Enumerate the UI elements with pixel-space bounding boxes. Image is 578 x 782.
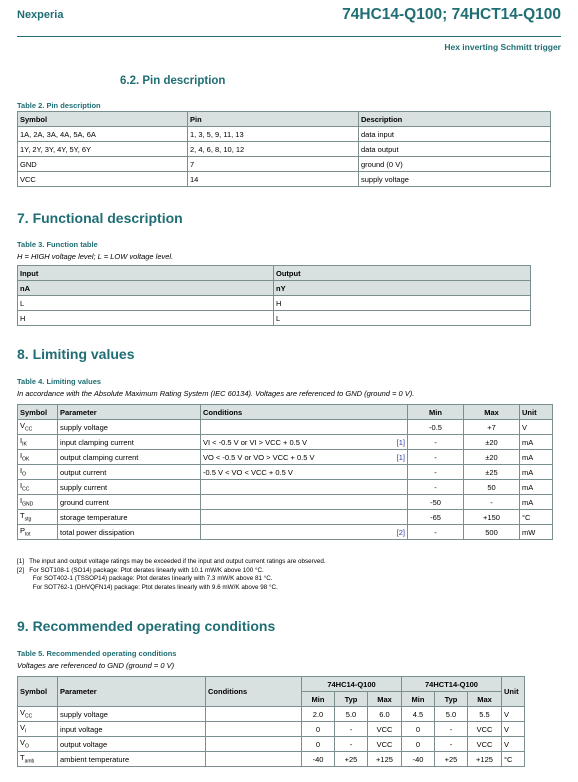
conditions-cell <box>201 525 408 540</box>
parameter-cell: output current <box>58 465 201 480</box>
table-row <box>18 525 553 540</box>
table-header-row <box>18 677 525 692</box>
footnote-reference: [2] <box>396 527 405 537</box>
symbol-letter: I <box>20 496 23 506</box>
table-row <box>18 172 551 187</box>
part-number-title: 74HC14-Q100; 74HCT14-Q100 <box>342 6 561 23</box>
min-cell: - <box>408 480 464 495</box>
value-cell: -40 <box>402 752 435 767</box>
col-header-parameter: Parameter <box>58 677 206 707</box>
unit-cell: °C <box>502 752 525 767</box>
input-cell: L <box>18 296 274 311</box>
parameter-cell: supply current <box>58 480 201 495</box>
symbol-letter: V <box>20 708 26 718</box>
table-3-caption: Table 3. Function table <box>17 240 98 249</box>
table-4-caption: Table 4. Limiting values <box>17 377 102 386</box>
min-cell: - <box>408 465 464 480</box>
col-header-input: Input <box>18 266 274 281</box>
conditions-cell <box>206 752 302 767</box>
table-row <box>18 722 525 737</box>
symbol-subscript: stg <box>24 516 32 523</box>
symbol-cell <box>18 480 58 495</box>
parameter-cell: input clamping current <box>58 435 201 450</box>
value-cell: 0 <box>302 737 335 752</box>
recommended-operating-conditions-table <box>17 676 525 767</box>
value-cell: - <box>335 737 368 752</box>
table-row <box>18 420 553 435</box>
conditions-cell <box>201 435 408 450</box>
symbol-letter: I <box>20 451 23 461</box>
value-cell: - <box>335 722 368 737</box>
value-cell: 0 <box>402 737 435 752</box>
conditions-cell <box>201 450 408 465</box>
description-cell: data input <box>359 127 551 142</box>
symbol-letter: T <box>20 753 25 763</box>
pin-description-table <box>17 111 551 187</box>
table-row <box>18 465 553 480</box>
table-header-row <box>18 405 553 420</box>
symbol-cell <box>18 707 58 722</box>
value-cell: - <box>435 722 468 737</box>
value-cell: VCC <box>368 737 402 752</box>
parameter-cell: input voltage <box>58 722 206 737</box>
table-5-note: Voltages are referenced to GND (ground = 0 V) <box>17 661 175 670</box>
table-3-note: H = HIGH voltage level; L = LOW voltage level. <box>17 252 174 261</box>
symbol-letter: P <box>20 526 26 536</box>
symbol-subscript: CC <box>22 486 30 493</box>
input-cell: H <box>18 311 274 326</box>
value-cell: 5.0 <box>335 707 368 722</box>
symbol-cell <box>18 495 58 510</box>
unit-cell: °C <box>520 510 553 525</box>
symbol-letter: V <box>20 738 26 748</box>
symbol-cell <box>18 450 58 465</box>
value-cell: VCC <box>368 722 402 737</box>
section-7-heading: 7. Functional description <box>17 210 183 226</box>
table-row <box>18 450 553 465</box>
table-subheader-row <box>18 281 531 296</box>
symbol-cell: 1A, 2A, 3A, 4A, 5A, 6A <box>18 127 188 142</box>
col-header-parameter: Parameter <box>58 405 201 420</box>
table-4-note: In accordance with the Absolute Maximum Rating System (IEC 60134). Voltages are referenced to GND (ground = 0 V). <box>17 389 415 398</box>
col-header-unit: Unit <box>502 677 525 707</box>
description-cell: supply voltage <box>359 172 551 187</box>
parameter-cell: supply voltage <box>58 707 206 722</box>
unit-cell: mA <box>520 495 553 510</box>
symbol-subscript: O <box>22 471 26 478</box>
col-header-unit: Unit <box>520 405 553 420</box>
section-8-heading: 8. Limiting values <box>17 346 135 362</box>
value-cell: 6.0 <box>368 707 402 722</box>
symbol-letter: V <box>20 723 26 733</box>
table-row <box>18 737 525 752</box>
unit-cell: mA <box>520 480 553 495</box>
table-row <box>18 127 551 142</box>
symbol-letter: I <box>20 481 23 491</box>
header-divider <box>17 36 561 37</box>
section-9-heading: 9. Recommended operating conditions <box>17 618 276 634</box>
symbol-subscript: O <box>25 743 29 750</box>
col-header-typ: Typ <box>435 692 468 707</box>
value-cell: +25 <box>335 752 368 767</box>
max-cell: 500 <box>464 525 520 540</box>
value-cell: 5.5 <box>468 707 502 722</box>
max-cell: 50 <box>464 480 520 495</box>
conditions-cell <box>201 510 408 525</box>
max-cell: +7 <box>464 420 520 435</box>
col-header-output: Output <box>274 266 531 281</box>
footnote-line: For SOT402-1 (TSSOP14) package: Ptot derates linearly with 7.3 mW/K above 81 °C. <box>17 575 273 582</box>
table-5-caption: Table 5. Recommended operating conditions <box>17 649 177 658</box>
table-row <box>18 311 531 326</box>
symbol-cell: VCC <box>18 172 188 187</box>
conditions-cell <box>201 495 408 510</box>
parameter-cell: output voltage <box>58 737 206 752</box>
max-cell: ±20 <box>464 450 520 465</box>
conditions-cell <box>201 480 408 495</box>
parameter-cell: ground current <box>58 495 201 510</box>
unit-cell: V <box>520 420 553 435</box>
unit-cell: mA <box>520 450 553 465</box>
footnote-line: [1] The input and output voltage ratings may be exceeded if the input and output current ratings are observed. <box>17 558 326 565</box>
table-header-row <box>18 112 551 127</box>
symbol-letter: I <box>20 466 23 476</box>
parameter-cell: ambient temperature <box>58 752 206 767</box>
table-header-row <box>18 266 531 281</box>
pin-cell: 14 <box>188 172 359 187</box>
table-row <box>18 752 525 767</box>
col-header-symbol: Symbol <box>18 677 58 707</box>
parameter-cell: storage temperature <box>58 510 201 525</box>
table-row <box>18 495 553 510</box>
col-header-max: Max <box>468 692 502 707</box>
unit-cell: V <box>502 722 525 737</box>
max-cell: ±25 <box>464 465 520 480</box>
output-cell: H <box>274 296 531 311</box>
function-table <box>17 265 531 326</box>
max-cell: - <box>464 495 520 510</box>
conditions-text: VI < -0.5 V or VI > VCC + 0.5 V <box>203 437 308 447</box>
col-header-conditions: Conditions <box>206 677 302 707</box>
min-cell: -65 <box>408 510 464 525</box>
conditions-text: -0.5 V < VO < VCC + 0.5 V <box>203 467 293 477</box>
brand-name: Nexperia <box>17 9 64 21</box>
col-header-max: Max <box>464 405 520 420</box>
parameter-cell: output clamping current <box>58 450 201 465</box>
conditions-cell <box>206 722 302 737</box>
conditions-cell <box>206 707 302 722</box>
value-cell: -40 <box>302 752 335 767</box>
section-6-2-heading: 6.2. Pin description <box>120 75 226 87</box>
min-cell: -50 <box>408 495 464 510</box>
symbol-letter: I <box>20 436 23 446</box>
limiting-values-table <box>17 404 553 540</box>
description-cell: ground (0 V) <box>359 157 551 172</box>
footnote-line: [2] For SOT108-1 (SO14) package: Ptot derates linearly with 10.1 mW/K above 100 °C. <box>17 566 264 574</box>
col-header-symbol: Symbol <box>18 112 188 127</box>
symbol-subscript: OK <box>22 456 30 463</box>
description-cell: data output <box>359 142 551 157</box>
pin-cell: 2, 4, 6, 8, 10, 12 <box>188 142 359 157</box>
value-cell: +25 <box>435 752 468 767</box>
symbol-cell <box>18 752 58 767</box>
max-cell: +150 <box>464 510 520 525</box>
parameter-cell: total power dissipation <box>58 525 201 540</box>
value-cell: 0 <box>402 722 435 737</box>
value-cell: +125 <box>368 752 402 767</box>
conditions-cell <box>206 737 302 752</box>
col-header-pin: Pin <box>188 112 359 127</box>
symbol-cell <box>18 420 58 435</box>
symbol-subscript: amb <box>24 758 35 765</box>
footnote-line: For SOT762-1 (DHVQFN14) package: Ptot derates linearly with 9.6 mW/K above 98 °C. <box>17 583 278 591</box>
value-cell: +125 <box>468 752 502 767</box>
value-cell: 0 <box>302 722 335 737</box>
value-cell: 4.5 <box>402 707 435 722</box>
min-cell: -0.5 <box>408 420 464 435</box>
col-header-min: Min <box>408 405 464 420</box>
table-row <box>18 435 553 450</box>
min-cell: - <box>408 525 464 540</box>
value-cell: 2.0 <box>302 707 335 722</box>
col-header-min: Min <box>302 692 335 707</box>
value-cell: VCC <box>468 737 502 752</box>
unit-cell: V <box>502 707 525 722</box>
symbol-cell <box>18 435 58 450</box>
value-cell: VCC <box>468 722 502 737</box>
symbol-cell <box>18 525 58 540</box>
parameter-cell: supply voltage <box>58 420 201 435</box>
unit-cell: V <box>502 737 525 752</box>
unit-cell: mA <box>520 435 553 450</box>
col-header-description: Description <box>359 112 551 127</box>
conditions-cell <box>201 465 408 480</box>
max-cell: ±20 <box>464 435 520 450</box>
col-header-max: Max <box>368 692 402 707</box>
table-row <box>18 480 553 495</box>
table-row <box>18 510 553 525</box>
col-header-symbol: Symbol <box>18 405 58 420</box>
symbol-subscript: CC <box>25 426 33 433</box>
symbol-letter: T <box>20 511 25 521</box>
col-header-ny: nY <box>274 281 531 296</box>
symbol-cell <box>18 510 58 525</box>
col-header-na: nA <box>18 281 274 296</box>
conditions-cell <box>201 420 408 435</box>
document-subtitle: Hex inverting Schmitt trigger <box>444 42 561 52</box>
min-cell: - <box>408 450 464 465</box>
symbol-cell: GND <box>18 157 188 172</box>
conditions-text: VO < -0.5 V or VO > VCC + 0.5 V <box>203 452 315 462</box>
table-2-caption: Table 2. Pin description <box>17 101 101 110</box>
min-cell: - <box>408 435 464 450</box>
pin-cell: 1, 3, 5, 9, 11, 13 <box>188 127 359 142</box>
symbol-cell <box>18 722 58 737</box>
symbol-cell <box>18 737 58 752</box>
col-header-74hc14: 74HC14-Q100 <box>302 677 402 692</box>
unit-cell: mW <box>520 525 553 540</box>
symbol-subscript: GND <box>22 501 34 508</box>
symbol-cell <box>18 465 58 480</box>
table-row <box>18 157 551 172</box>
table-row <box>18 142 551 157</box>
footnote-reference: [1] <box>396 437 405 447</box>
symbol-subscript: CC <box>25 713 33 720</box>
table-row <box>18 296 531 311</box>
unit-cell: mA <box>520 465 553 480</box>
col-header-conditions: Conditions <box>201 405 408 420</box>
symbol-subscript: tot <box>25 531 31 538</box>
table-row <box>18 707 525 722</box>
col-header-74hct14: 74HCT14-Q100 <box>402 677 502 692</box>
value-cell: 5.0 <box>435 707 468 722</box>
col-header-typ: Typ <box>335 692 368 707</box>
col-header-min: Min <box>402 692 435 707</box>
symbol-cell: 1Y, 2Y, 3Y, 4Y, 5Y, 6Y <box>18 142 188 157</box>
symbol-subscript: I <box>25 728 27 735</box>
symbol-letter: V <box>20 421 26 431</box>
symbol-subscript: IK <box>22 441 27 448</box>
value-cell: - <box>435 737 468 752</box>
pin-cell: 7 <box>188 157 359 172</box>
output-cell: L <box>274 311 531 326</box>
footnote-reference: [1] <box>396 452 405 462</box>
